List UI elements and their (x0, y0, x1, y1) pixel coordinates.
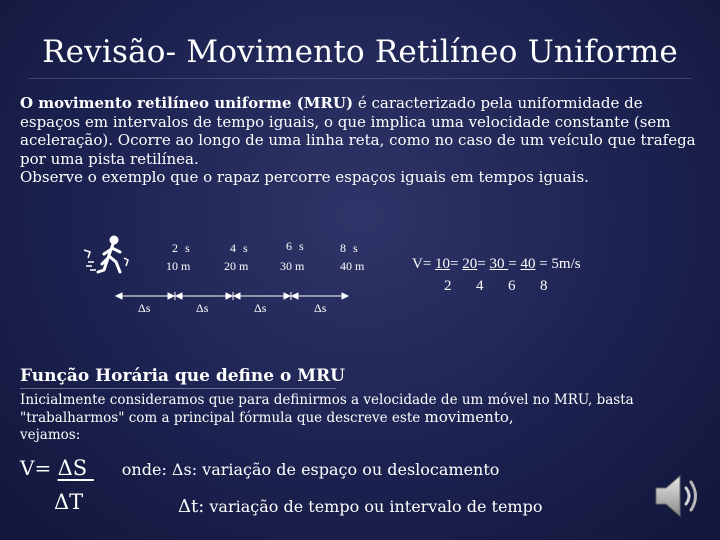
equation-ds: ΔS (57, 456, 94, 480)
time-label-4: 8 s (340, 241, 360, 255)
sep-1: = (450, 256, 463, 272)
equation-dt: ΔT (54, 490, 84, 514)
section-text-b: vejamos: (20, 427, 81, 443)
delta-label-3: Δs (254, 301, 267, 315)
distance-label-2: 20 m (224, 259, 249, 273)
intro-bold: O movimento retilíneo uniforme (MRU) (20, 94, 354, 112)
sep-2: = (477, 256, 490, 272)
intro-paragraph (20, 94, 700, 187)
distance-label-3: 30 m (280, 259, 305, 273)
equation-line-1 (20, 456, 499, 480)
delta-labels (138, 301, 327, 315)
velocity-formula-denominators (444, 278, 572, 295)
equation-line-2 (54, 490, 543, 517)
denominator-3: 6 (508, 278, 516, 294)
denominator-1: 2 (444, 278, 452, 294)
title-divider (28, 78, 692, 79)
time-label-2: 4 s (230, 241, 250, 255)
section-title-underline (20, 388, 336, 389)
section-title: Função Horária que define o MRU (20, 366, 346, 386)
time-labels (166, 239, 365, 273)
velocity-prefix: V= (412, 256, 436, 272)
numerator-2: 20 (462, 256, 478, 272)
velocity-formula-numerators (412, 256, 581, 273)
track-line (116, 292, 348, 300)
section-paragraph (20, 392, 700, 444)
delta-label-4: Δs (314, 301, 327, 315)
distance-label-4: 40 m (340, 259, 365, 273)
dt-symbol: Δt: (178, 496, 205, 517)
numerator-1: 10 (435, 256, 451, 272)
distance-label-1: 10 m (166, 259, 191, 273)
denominator-2: 4 (476, 278, 484, 294)
section-text-a: Inicialmente consideramos que para definirmos a velocidade de um móvel no MRU, basta "trabalharmos" com a principal fórmula que descreve este (20, 392, 634, 426)
dt-text: variação de tempo ou intervalo de tempo (204, 497, 543, 516)
slide-title: Revisão- Movimento Retilíneo Uniforme (42, 34, 678, 70)
equation-v: V= (20, 456, 58, 480)
runner-icon (84, 236, 128, 272)
intro-example-text: Observe o exemplo que o rapaz percorre espaços iguais em tempos iguais. (20, 168, 589, 186)
intro-text: é caracterizado pela uniformidade de espaços em intervalos de tempo iguais, o que implica uma velocidade constante (sem aceleração). Ocorre ao longo de uma linha reta, como no caso de um veículo que trafega por uma pista retilínea. (20, 94, 696, 168)
time-label-3: 6 s (286, 239, 306, 253)
denominator-4: 8 (540, 278, 548, 294)
time-label-1: 2 s (172, 241, 192, 255)
equation-dt-description (178, 496, 542, 517)
velocity-result: = 5m/s (535, 256, 581, 272)
delta-label-2: Δs (196, 301, 209, 315)
equation-onde: onde: Δs: variação de espaço ou deslocamento (121, 460, 500, 479)
section-text-big: movimento, (424, 408, 514, 426)
sep-3: = (508, 256, 521, 272)
numerator-3: 30 (489, 256, 509, 272)
delta-label-1: Δs (138, 301, 151, 315)
mru-diagram (80, 228, 380, 318)
speaker-icon[interactable] (652, 470, 704, 522)
numerator-4: 40 (520, 256, 536, 272)
